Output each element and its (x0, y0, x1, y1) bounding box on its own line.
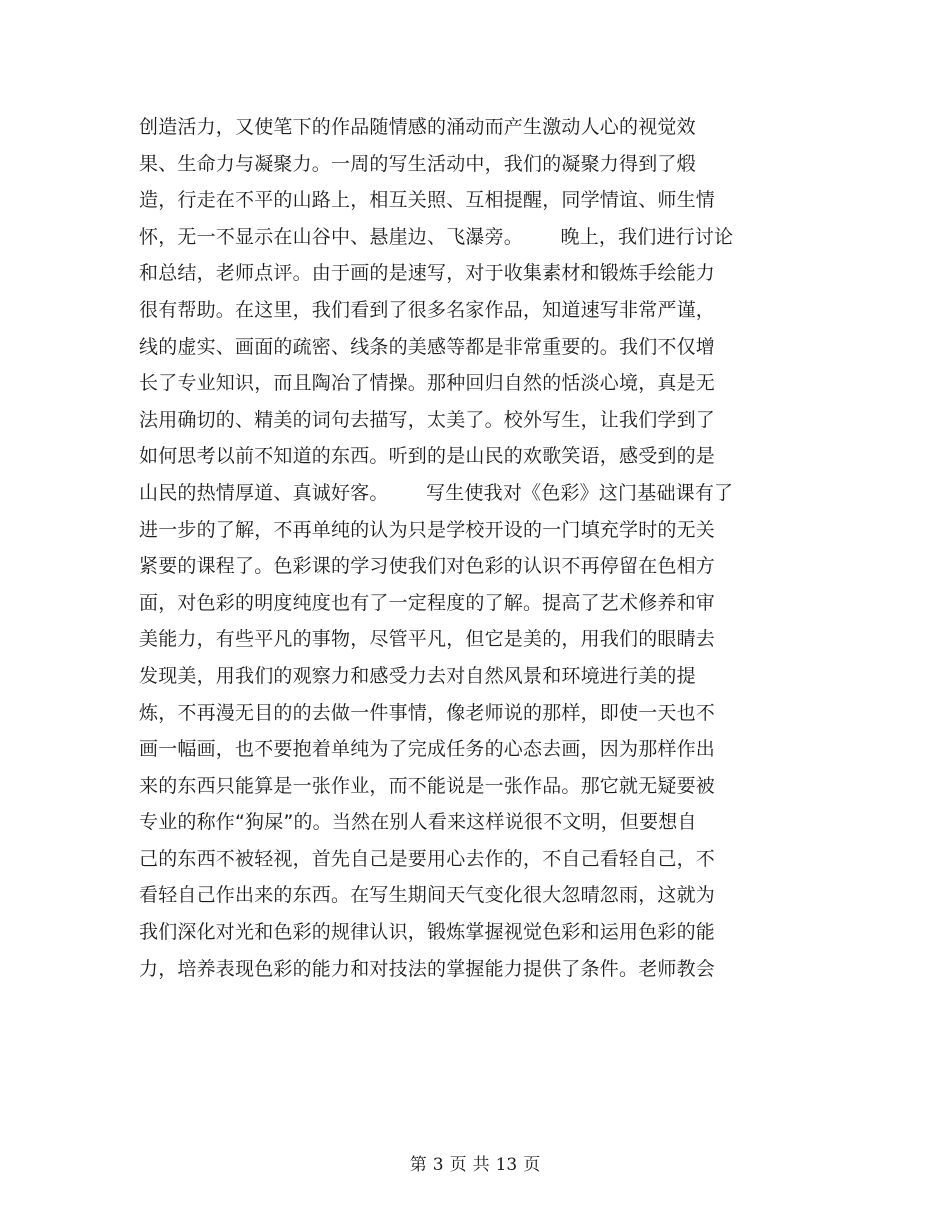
text-line: 专业的称作“狗屎”的。当然在别人看来这样说很不文明，但要想自 (139, 811, 697, 834)
text-line: 发现美，用我们的观察力和感受力去对自然风景和环境进行美的提 (139, 664, 696, 687)
text-line: 和总结，老师点评。由于画的是速写，对于收集素材和锻炼手绘能力 (139, 262, 716, 285)
text-line: 创造活力，又使笔下的作品随情感的涌动而产生激动人心的视觉效 (139, 116, 696, 138)
body-text (139, 109, 799, 987)
text-line: 来的东西只能算是一张作业，而不能说是一张作品。那它就无疑要被 (139, 774, 716, 797)
text-line: 如何思考以前不知道的东西。听到的是山民的欢歌笑语，感受到的是 (139, 445, 716, 468)
page-footer (0, 1150, 950, 1175)
footer-label-unit: 页 (449, 1155, 467, 1175)
text-line: 面，对色彩的明度纯度也有了一定程度的了解。提高了艺术修养和审 (139, 591, 716, 614)
total-pages-number: 13 (495, 1155, 518, 1175)
text-line: 很有帮助。在这里，我们看到了很多名家作品，知道速写非常严谨， (139, 298, 716, 321)
text-line: 己的东西不被轻视，首先自己是要用心去作的，不自己看轻自己，不 (139, 847, 716, 870)
text-line: 我们深化对光和色彩的规律认识，锻炼掌握视觉色彩和运用色彩的能 (139, 921, 716, 944)
text-line: 看轻自己作出来的东西。在写生期间天气变化很大忽晴忽雨，这就为 (139, 884, 716, 907)
text-line: 法用确切的、精美的词句去描写，太美了。校外写生，让我们学到了 (139, 408, 716, 431)
text-line: 造，行走在不平的山路上，相互关照、互相提醒，同学情谊、师生情 (139, 189, 716, 212)
footer-label-page: 第 (409, 1155, 427, 1175)
current-page-number: 3 (432, 1155, 444, 1175)
text-line: 画一幅画，也不要抱着单纯为了完成任务的心态去画，因为那样作出 (139, 738, 716, 761)
text-line: 怀，无一不显示在山谷中、悬崖边、飞瀑旁。 晚上，我们进行讨论 (139, 225, 734, 248)
text-line: 山民的热情厚道、真诚好客。 写生使我对《色彩》这门基础课有了 (139, 481, 734, 504)
text-line: 力，培养表现色彩的能力和对技法的掌握能力提供了条件。老师教会 (139, 957, 716, 980)
text-line: 进一步的了解，不再单纯的认为只是学校开设的一门填充学时的无关 (139, 518, 716, 541)
text-line: 线的虚实、画面的疏密、线条的美感等都是非常重要的。我们不仅增 (139, 335, 716, 358)
footer-label-unit-2: 页 (523, 1155, 541, 1175)
text-line: 紧要的课程了。色彩课的学习使我们对色彩的认识不再停留在色相方 (139, 555, 716, 578)
text-line: 炼，不再漫无目的的去做一件事情，像老师说的那样，即使一天也不 (139, 701, 716, 724)
footer-label-total: 共 (472, 1155, 490, 1175)
text-line: 长了专业知识，而且陶冶了情操。那种回归自然的恬淡心境，真是无 (139, 372, 716, 395)
text-line: 美能力，有些平凡的事物，尽管平凡，但它是美的，用我们的眼睛去 (139, 628, 716, 651)
text-line: 果、生命力与凝聚力。一周的写生活动中，我们的凝聚力得到了煅 (139, 152, 696, 175)
